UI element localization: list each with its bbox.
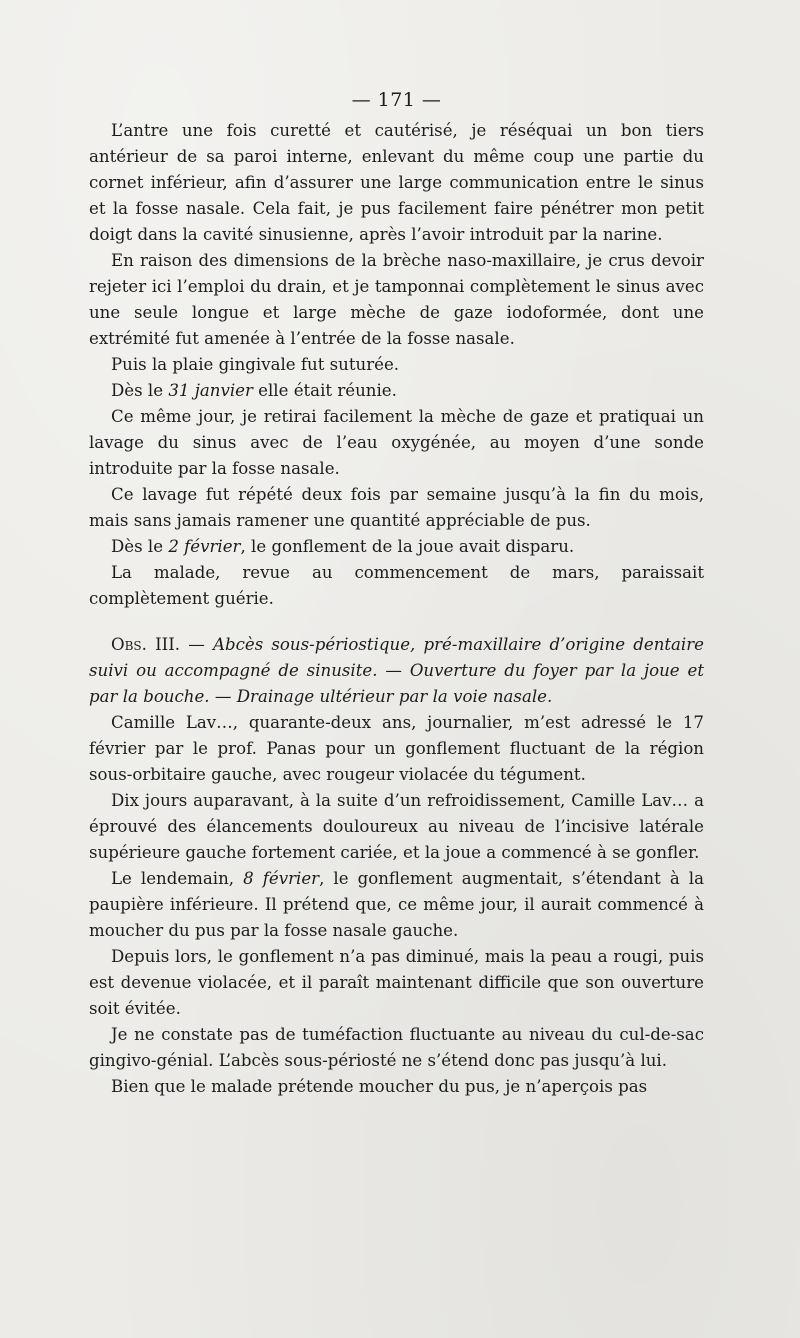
text-segment: Ce lavage fut répété deux fois par semaine jusqu’à la fin du mois, mais sans jamais ramener une quantité appréciable de pus. [89,485,704,530]
text-segment: Puis la plaie gingivale fut suturée. [111,355,400,374]
text-segment: Dès le [111,381,169,400]
italic-text: 31 janvier [168,381,253,400]
italic-text: Abcès sous-périostique, pré-maxillaire d’origine dentaire suivi ou accompagné de sinusite. — Ouverture du foyer par la joue et par la bouche. — Drainage ultérieur par la voie nasale. [89,635,704,706]
text-segment: , le gonflement augmentait, s’étendant à la paupière inférieure. Il prétend que, ce même jour, il aurait commencé à moucher du pus par la fosse nasale gauche. [89,869,704,940]
observation-heading-paragraph [89,632,704,710]
text-segment: Camille Lav…, quarante-deux ans, journalier, m’est adressé le 17 février par le prof. Panas pour un gonflement fluctuant de la région sous-orbitaire gauche, avec rougeur violacée du tégument. [89,713,704,784]
paragraph [89,482,704,534]
text-segment: , le gonflement de la joue avait disparu. [240,537,575,556]
text-segment: La malade, revue au commencement de mars, paraissait complètement guérie. [89,563,704,608]
paragraph [89,404,704,482]
text-segment: Je ne constate pas de tuméfaction fluctuante au niveau du cul-de-sac gingivo-génial. L’abcès sous-périosté ne s’étend donc pas jusqu’à lui. [89,1025,704,1070]
text-segment: Dix jours auparavant, à la suite d’un refroidissement, Camille Lav… a éprouvé des élancements douloureux au niveau de l’incisive latérale supérieure gauche fortement cariée, et la joue a commencé à se gonfler. [89,791,704,862]
paragraph [89,944,704,1022]
text-segment: Depuis lors, le gonflement n’a pas diminué, mais la peau a rougi, puis est devenue violacée, et il paraît maintenant difficile que son ouverture soit évitée. [89,947,704,1018]
paragraph [89,534,704,560]
paragraph [89,866,704,944]
text-segment: III. — [146,635,213,654]
text-segment: Bien que le malade prétende moucher du pus, je n’aperçois pas [111,1077,648,1096]
paragraph [89,378,704,404]
italic-text: 8 février [243,869,320,888]
paragraph [89,352,704,378]
paragraph [89,788,704,866]
small-caps-text: Obs. [111,635,147,654]
paragraph [89,1074,704,1100]
body-text [89,118,704,1100]
paragraph [89,1022,704,1074]
text-segment: Dès le [111,537,169,556]
italic-text: 2 février [168,537,241,556]
text-segment: Ce même jour, je retirai facilement la mèche de gaze et pratiquai un lavage du sinus avec de l’eau oxygénée, au moyen d’une sonde introduite par la fosse nasale. [89,407,704,478]
paragraph [89,560,704,612]
paragraph [89,118,704,248]
text-segment: L’antre une fois curetté et cautérisé, je réséquai un bon tiers antérieur de sa paroi interne, enlevant du même coup une partie du cornet inférieur, afin d’assurer une large communication entre le sinus et la fosse nasale. Cela fait, je pus facilement faire pénétrer mon petit doigt dans la cavité sinusienne, après l’avoir introduit par la narine. [89,121,704,244]
paragraph [89,248,704,352]
page-number: — 171 — [351,89,442,111]
text-segment: En raison des dimensions de la brèche naso-maxillaire, je crus devoir rejeter ici l’emploi du drain, et je tamponnai complètement le sinus avec une seule longue et large mèche de gaze iodoformée, dont une extrémité fut amenée à l’entrée de la fosse nasale. [89,251,704,348]
text-segment: elle était réunie. [252,381,397,400]
paragraph [89,710,704,788]
text-segment: Le lendemain, [111,869,244,888]
